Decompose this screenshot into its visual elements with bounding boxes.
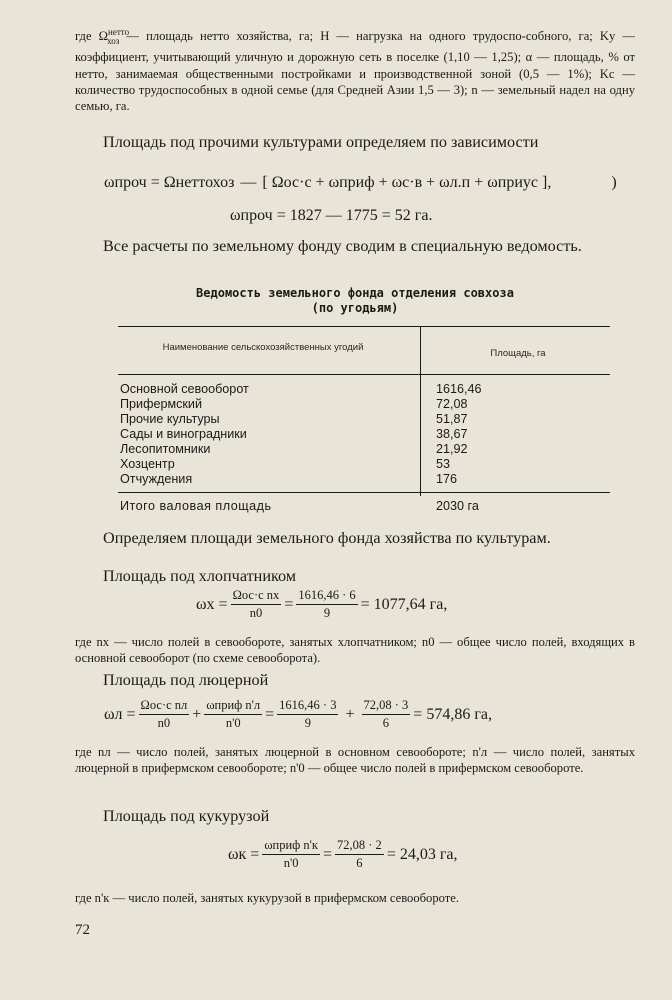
paragraph-by-crops: Определяем площади земельного фонда хозяйства по культурам. [103,529,551,547]
heading-cotton: Площадь под хлопчатником [103,567,297,585]
formula1-minus: — [240,174,257,191]
table-row: Хозцентр 53 [120,457,451,471]
table-header-rule [118,374,610,375]
formula3-rhs: = 1077,64 га, [360,595,448,613]
formula-corn [228,838,458,871]
formula5-frac1: $\frac{\text{ωприф n'к}}{n'0}$ [264,838,318,870]
table-total-row: Итого валовая площадь 2030 га [120,499,479,513]
formula-other-crops [104,174,617,192]
formula4-plus1: + [192,705,202,723]
heading-alfalfa: Площадь под люцерной [103,671,269,689]
omega-symbol: $\Omega^{нетто}_{хоз}$ [98,27,130,46]
formula4-rhs: = 574,86 га, [413,705,492,723]
table-row: Отчуждения 176 [120,472,458,486]
formula5-frac2: $\frac{72,08 \cdot 2}{6}$ [337,838,382,870]
paragraph-other-crops: Площадь под прочими культурами определяем по зависимости [103,133,539,151]
table-row: Основной севооборот 1616,46 [120,382,482,396]
table-header-area: Площадь, га [490,348,546,359]
formula3-lhs: ωх = [196,595,228,613]
land-fund-table [118,326,610,516]
table-top-rule [118,326,610,327]
formula1-bracket: [ Ωос·с + ωприф + ωс·в + ωл.п + ωприус ], [262,174,552,191]
table-title-line1: Ведомость земельного фонда отделения совхоза [196,286,514,300]
formula4-frac3: $\frac{1616,46 \cdot 3}{9}$ [279,698,337,730]
formula4-lhs: ωл = [104,705,136,723]
formula5-eq: = [322,845,333,863]
formula5-lhs: ωк = [228,845,260,863]
formula-cotton [196,588,447,621]
table-row: Сады и виноградники 38,67 [120,427,468,441]
formula4-frac4: $\frac{72,08 \cdot 3}{6}$ [363,698,409,730]
formula-alfalfa [104,698,492,731]
formula3-frac1: $\frac{\text{Ωос·с nх}}{n0}$ [232,588,280,620]
formula3-eq: = [284,595,294,613]
paragraph-corn-definitions: где n'к — число полей, занятых кукурузой в прифермском севообороте. [75,891,460,905]
formula-other-crops-result: ωпроч = 1827 — 1775 = 52 га. [230,207,433,224]
table-row: Прифермский 72,08 [120,397,468,411]
formula4-plus2: + [345,705,355,723]
table-total-rule [118,492,610,493]
where-word: где [75,29,92,44]
formula3-frac2: $\frac{1616,46 \cdot 6}{9}$ [298,588,356,620]
paragraph-alfalfa-definitions: где nл — число полей, занятых люцерной в основном севообороте; n'л — число полей, занятых люцерной в прифермском севообороте; n'0 — общее число полей в прифермском севообороте. [75,745,635,776]
table-row: Лесопитомники 21,92 [120,442,468,456]
formula5-rhs: = 24,03 га, [386,845,458,863]
paragraph-summary: Все расчеты по земельному фонду сводим в специальную ведомость. [103,237,582,255]
formula4-frac2: $\frac{\text{ωприф n'л}}{n'0}$ [206,698,261,730]
heading-corn: Площадь под кукурузой [103,807,270,825]
table-row: Прочие культуры 51,87 [120,412,468,426]
paragraph-definitions [75,24,635,115]
paragraph-cotton-definitions: где nх — число полей в севообороте, занятых хлопчатником; n0 — общее число полей, входящих в основной севооборот (по схеме севооборота). [75,635,635,666]
formula1-paren: ) [611,174,617,191]
page-number: 72 [75,922,90,938]
formula4-eq: = [265,705,275,723]
table-header-name: Наименование сельскохозяйственных угодий [162,342,364,353]
formula1-lhs: ωпроч = Ωнеттохоз [104,174,235,191]
definitions-text: — площадь нетто хозяйства, га; H — нагрузка на одного трудоспо-собного, га; Kу — коэффициент, учитывающий уличную и дорожную сеть в поселке (1,10 — 1,25); α — площадь, % от нетто, занимаемая общественными постройками и производственной зоной (0,5 — 1%); Kс — количество трудоспособных в одной семье (для Средней Азии 1,5 — 3); n — земельный надел на одну семью, га. [75,29,635,114]
table-title [75,286,635,316]
table-title-line2: (по угодьям) [311,301,399,315]
formula4-frac1: $\frac{\text{Ωос·с nл}}{n0}$ [140,698,188,730]
